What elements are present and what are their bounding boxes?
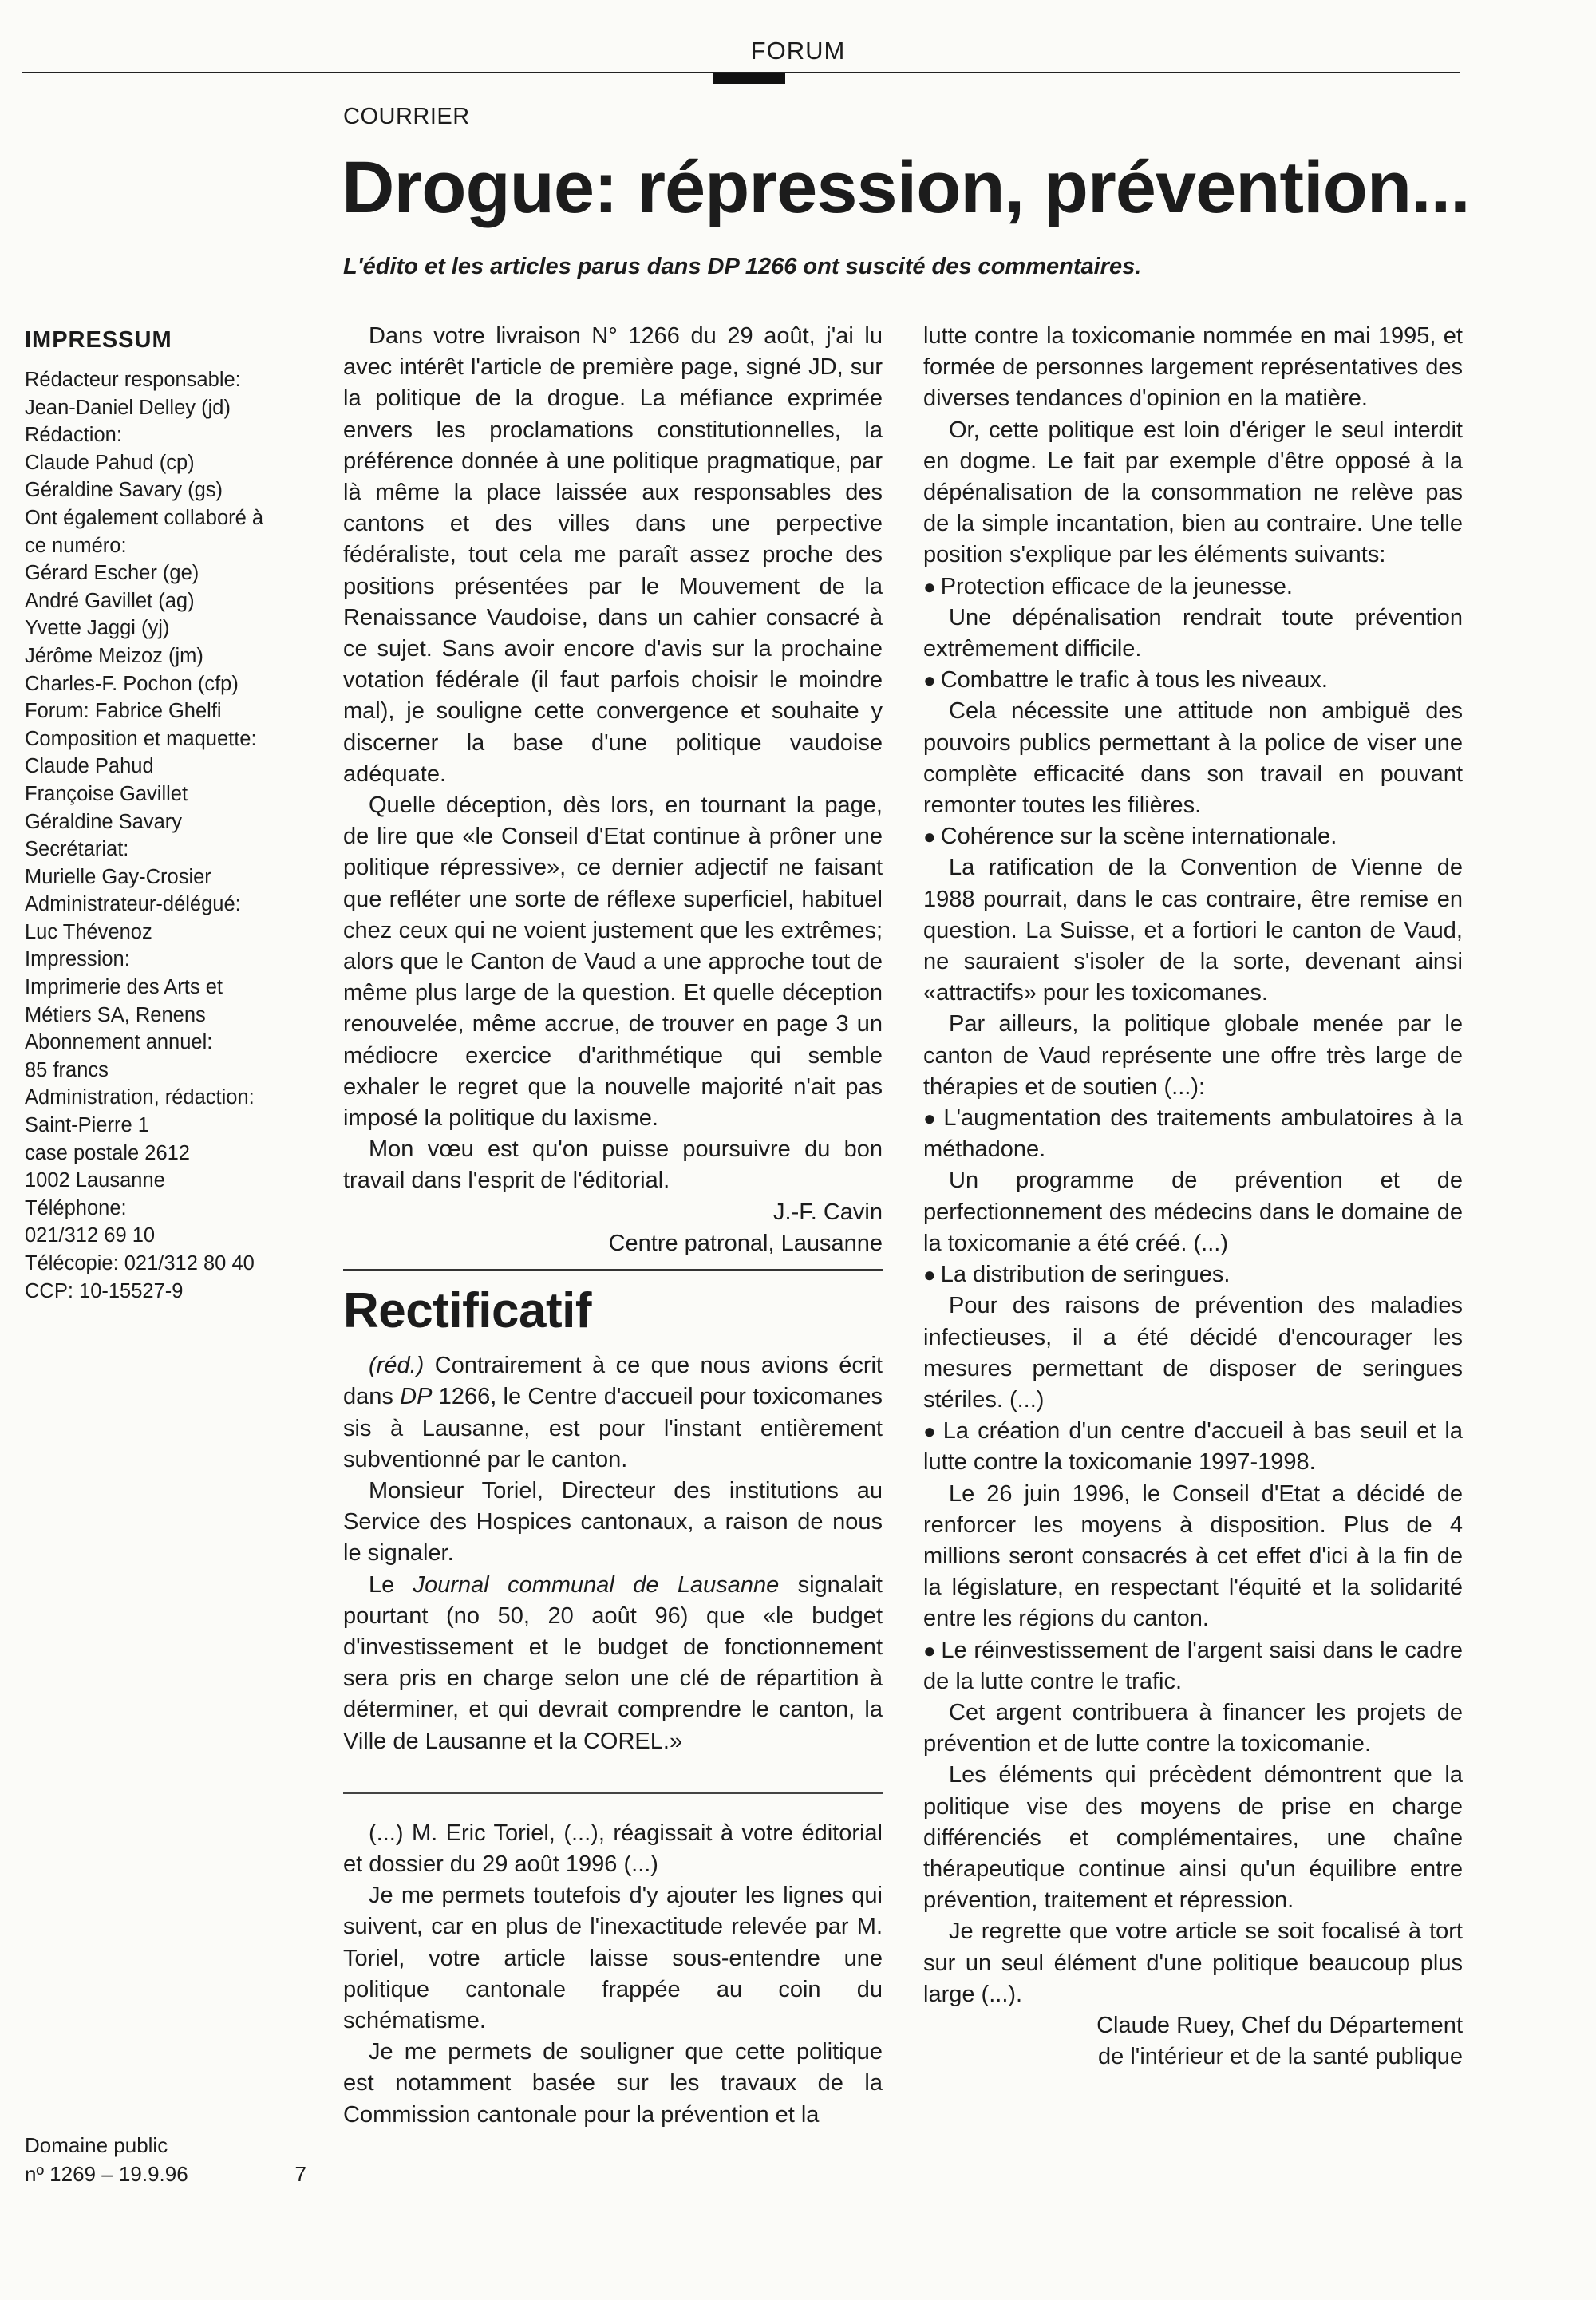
letter-paragraph: Quelle déception, dès lors, en tournant la page, de lire que «le Conseil d'Etat continue à prôner une politique répressive», ce dernier adjectif ne faisant que refléter une sorte de réflexe superficiel, habituel chez ceux qui ne voient justement que les extrêmes; alors que le Canton de Vaud a une approche tout de même plus large de la question. Et quelle déception renouvelée, même accrue, de trouver en page 3 un médiocre exercice d'arithmétique qui semble exhaler le regret que la nouvelle majorité n'ait pas imposé la politique du laxisme. [343, 792, 883, 1132]
bullet-text: Combattre le trafic à tous les niveaux. [940, 667, 1328, 694]
standfirst: L'édito et les articles parus dans DP 1266 ont suscité des commentaires. [343, 254, 1142, 279]
publication-name: Domaine public [25, 2133, 168, 2157]
publication-ref: DP [400, 1384, 433, 1410]
text-run: 1266, le Centre d'accueil pour toxicomanes sis à Lausanne, est pour l'instant entièrement subventionné par le canton. [343, 1384, 883, 1472]
impressum-line: Composition et maquette: [25, 727, 257, 750]
bullet-text: Le réinvestissement de l'argent saisi dans le cadre de la lutte contre le trafic. [923, 1637, 1463, 1694]
impressum-line: 1002 Lausanne [25, 1169, 165, 1192]
bullet-text: L'augmentation des traitements ambulatoires à la méthadone. [923, 1105, 1463, 1163]
letter-cavin [343, 321, 883, 1197]
impressum-line: Claude Pahud [25, 755, 154, 778]
letter-paragraph: Le 26 juin 1996, le Conseil d'Etat a décidé de renforcer les moyens à disposition. Plus de 4 millions seront consacrés à cet effet d'ici à la fin de la législature, en respectant l'équité et la solidarité entre les régions du canton. [923, 1480, 1463, 1632]
impressum-line: Saint-Pierre 1 [25, 1114, 149, 1137]
bullet-icon: ● [923, 824, 936, 849]
kicker: COURRIER [343, 104, 470, 129]
impressum-line: Administrateur-délégué: [25, 893, 241, 916]
bullet-item [923, 821, 1463, 852]
impressum-line: CCP: 10-15527-9 [25, 1279, 184, 1302]
impressum-line: Imprimerie des Arts et [25, 976, 223, 999]
letter-paragraph: Les éléments qui précèdent démontrent que la politique vise des moyens de prise en charge différenciés et complémentaires, une chaîne thérapeutique continue ainsi qu'un équilibre entre prévention, traitement et répression. [923, 1762, 1463, 1914]
impressum-line: ce numéro: [25, 534, 127, 557]
letter-paragraph: Je me permets toutefois d'y ajouter les lignes qui suivent, car en plus de l'inexactitude relevée par M. Toriel, votre article laisse sous-entendre une politique cantonale frappée au coin du schématisme. [343, 1883, 883, 2033]
bullet-item [923, 1416, 1463, 1478]
impressum-line: 021/312 69 10 [25, 1224, 156, 1247]
impressum [25, 327, 300, 1305]
impressum-line: Géraldine Savary (gs) [25, 479, 223, 502]
signature-name: J.-F. Cavin [773, 1199, 883, 1225]
section-label: FORUM [750, 37, 846, 65]
text-run: Le [369, 1571, 413, 1598]
impressum-line: Abonnement annuel: [25, 1031, 213, 1054]
letter-paragraph: Dans votre livraison N° 1266 du 29 août, j'ai lu avec intérêt l'article de première page, signé JD, sur la politique de la drogue. La méfiance exprimée envers les proclamations constitutionnelles, la préférence donnée à une politique pragmatique, par là même la place laissée aux responsables des cantons et des villes dans une perpective fédéraliste, tout cela me paraît assez proche des positions présentées par le Mouvement de la Renaissance Vaudoise, dans un cahier consacré à ce sujet. Sans avoir encore d'avis sur la prochaine votation fédérale (il faut parfois choisir le moindre mal), je souligne cette convergence et souhaite y discerner la base d'une politique vaudoise adéquate. [343, 323, 883, 787]
impressum-line: Jérôme Meizoz (jm) [25, 644, 203, 667]
bullet-item [923, 1103, 1463, 1165]
issue-number: nº 1269 – 19.9.96 [25, 2162, 188, 2186]
signature-line: de l'intérieur et de la santé publique [1098, 2044, 1463, 2070]
page-number: 7 [294, 2162, 306, 2186]
impressum-line: case postale 2612 [25, 1141, 190, 1164]
bullet-icon: ● [923, 574, 936, 599]
column-left [343, 321, 883, 2131]
issue-row [25, 2160, 306, 2188]
bullet-icon: ● [923, 1263, 936, 1287]
bullet-icon: ● [923, 668, 936, 693]
impressum-line: Métiers SA, Renens [25, 1003, 206, 1026]
column-right [923, 321, 1463, 2073]
letter-ruey-continued [923, 321, 1463, 2073]
text-run: signalait pourtant (no 50, 20 août 96) que «le budget d'investissement et le budget de fonctionnement sera pris en charge selon une clé de répartition à déterminer, et qui devrait comprendre le canton, la Ville de Lausanne et la COREL.» [343, 1571, 883, 1754]
rectificatif-paragraph: Monsieur Toriel, Directeur des institutions au Service des Hospices cantonaux, a raison de nous le signaler. [343, 1477, 883, 1567]
impressum-line: Rédaction: [25, 424, 122, 447]
letter-paragraph: Une dépénalisation rendrait toute prévention extrêmement difficile. [923, 604, 1463, 662]
letter-paragraph: (...) M. Eric Toriel, (...), réagissait à votre éditorial et dossier du 29 août 1996 (...) [343, 1820, 883, 1877]
redaction-note: (réd.) [369, 1353, 425, 1379]
impressum-line: Géraldine Savary [25, 810, 183, 833]
impressum-title: IMPRESSUM [25, 327, 172, 353]
letter-paragraph: Or, cette politique est loin d'ériger le seul interdit en dogme. Le fait par exemple d'être opposé à la dépénalisation de la consommation ne relève pas de la simple incantation, bien au contraire. Une telle position s'explique par les éléments suivants: [923, 417, 1463, 568]
text-run: Contrairement à ce que nous avions écrit dans [343, 1353, 883, 1410]
impressum-line: Secrétariat: [25, 838, 129, 861]
impressum-line: Murielle Gay-Crosier [25, 865, 211, 888]
impressum-line: Ont également collaboré à [25, 506, 264, 529]
bullet-item [923, 571, 1463, 603]
impressum-line: André Gavillet (ag) [25, 589, 195, 612]
impressum-line: Impression: [25, 948, 130, 971]
letter-paragraph: Un programme de prévention et de perfectionnement des médecins dans le domaine de la toxicomanie a été créé. (...) [923, 1168, 1463, 1256]
headline: Drogue: répression, prévention... [342, 147, 1470, 228]
section-marker [713, 73, 785, 84]
impressum-line: Forum: Fabrice Ghelfi [25, 700, 222, 723]
letter-paragraph: Je regrette que votre article se soit focalisé à tort sur un seul élément d'une politique beaucoup plus large (...). [923, 1919, 1463, 2007]
impressum-line: Charles-F. Pochon (cfp) [25, 672, 239, 695]
signature-line: Claude Ruey, Chef du Département [1096, 2012, 1463, 2038]
impressum-line: Rédacteur responsable: [25, 369, 241, 391]
letter-paragraph: Mon vœu est qu'on puisse poursuivre du bon travail dans l'esprit de l'éditorial. [343, 1136, 883, 1194]
letter-paragraph: Je me permets de souligner que cette politique est notamment basée sur les travaux de la Commission cantonale pour la prévention et la [343, 2039, 883, 2128]
signature-org: Centre patronal, Lausanne [608, 1230, 883, 1256]
letter-paragraph: lutte contre la toxicomanie nommée en mai 1995, et formée de personnes largement représentatives des diverses tendances d'opinion en la matière. [923, 323, 1463, 412]
impressum-line: Françoise Gavillet [25, 782, 188, 805]
letter-paragraph: Pour des raisons de prévention des maladies infectieuses, il a été décidé d'encourager les mesures permettant de disposer de seringues stériles. (...) [923, 1293, 1463, 1413]
impressum-line: Gérard Escher (ge) [25, 562, 200, 585]
letter-ruey-start [343, 1818, 883, 2131]
letter-divider [343, 1792, 883, 1794]
rectificatif-paragraph [343, 1570, 883, 1757]
rectificatif-heading: Rectificatif [343, 1283, 591, 1339]
letter-paragraph: Par ailleurs, la politique globale menée par le canton de Vaud représente une offre très large de thérapies et de soutien (...): [923, 1011, 1463, 1100]
impressum-line: Téléphone: [25, 1196, 127, 1219]
bullet-text: Protection efficace de la jeunesse. [940, 573, 1293, 599]
bullet-icon: ● [923, 1106, 939, 1131]
impressum-list [25, 366, 300, 1305]
letter-paragraph: Cet argent contribuera à financer les projets de prévention et de lutte contre la toxicomanie. [923, 1699, 1463, 1757]
impressum-line: 85 francs [25, 1058, 109, 1081]
bullet-text: La création d'un centre d'accueil à bas seuil et la lutte contre la toxicomanie 1997-1998. [923, 1418, 1463, 1476]
letter-paragraph: La ratification de la Convention de Vienne de 1988 pourrait, dans le cas contraire, être remise en question. La Suisse, et a fortiori le canton de Vaud, ne sauraient s'isoler de la sorte, devenant ainsi «attractifs» pour les toxicomanes. [923, 855, 1463, 1006]
bullet-item [923, 1259, 1463, 1290]
page-footer [25, 2131, 306, 2188]
impressum-line: Jean-Daniel Delley (jd) [25, 396, 231, 419]
rectificatif-paragraph [343, 1350, 883, 1476]
section-divider [343, 1269, 883, 1271]
letter-paragraph: Cela nécessite une attitude non ambiguë des pouvoirs publics permettant à la police de viser une complète efficacité dans son travail en pouvant remonter toutes les filières. [923, 698, 1463, 819]
impressum-line: Administration, rédaction: [25, 1086, 255, 1109]
impressum-line: Claude Pahud (cp) [25, 451, 195, 474]
bullet-item [923, 665, 1463, 696]
bullet-text: La distribution de seringues. [940, 1262, 1231, 1288]
bullet-icon: ● [923, 1419, 938, 1444]
impressum-line: Yvette Jaggi (yj) [25, 617, 170, 640]
impressum-line: Luc Thévenoz [25, 920, 152, 943]
journal-ref: Journal communal de Lausanne [413, 1571, 780, 1598]
impressum-line: Télécopie: 021/312 80 40 [25, 1252, 255, 1274]
bullet-text: Cohérence sur la scène internationale. [940, 824, 1337, 850]
bullet-item [923, 1635, 1463, 1697]
bullet-icon: ● [923, 1638, 937, 1662]
